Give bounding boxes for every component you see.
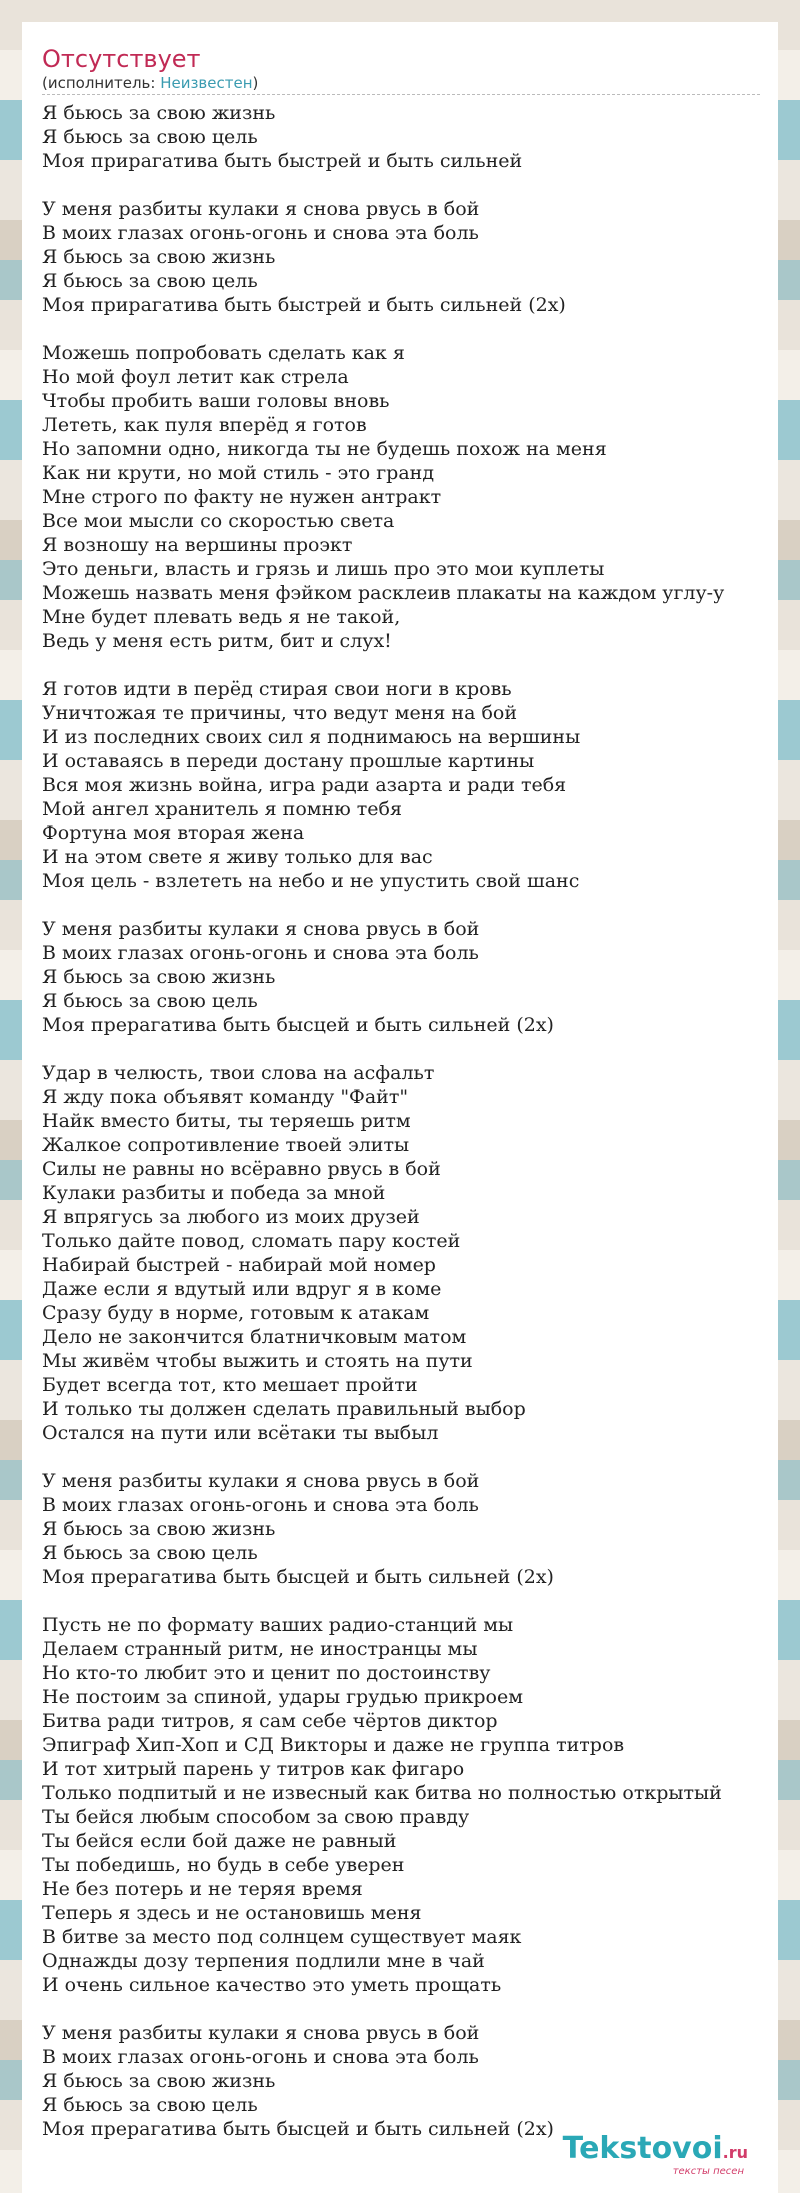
lyric-line: Мне будет плевать ведь я не такой,	[42, 606, 401, 628]
lyric-line: И на этом свете я живу только для вас	[42, 846, 433, 868]
stanza-break	[42, 1997, 760, 2021]
lyric-line: Я бьюсь за свою цель	[42, 270, 258, 292]
lyric-line: Только дайте повод, сломать пару костей	[42, 1230, 461, 1252]
lyric-line: Но мой фоул летит как стрела	[42, 366, 349, 388]
logo-name: Tekstovoi	[562, 2131, 723, 2166]
lyric-line: Это деньги, власть и грязь и лишь про это мои куплеты	[42, 558, 605, 580]
lyric-line: В моих глазах огонь-огонь и снова эта боль	[42, 2046, 479, 2068]
lyric-line: Можешь попробовать сделать как я	[42, 342, 405, 364]
lyric-line: Ты бейся любым способом за свою правду	[42, 1806, 470, 1828]
lyric-line: Я жду пока объявят команду "Файт"	[42, 1086, 409, 1108]
lyric-line: Не постоим за спиной, удары грудью прикроем	[42, 1686, 524, 1708]
lyric-line: Моя прерагатива быть бысцей и быть сильней (2x)	[42, 1566, 554, 1588]
lyric-line: Моя прерагатива быть бысцей и быть сильней (2x)	[42, 2118, 554, 2140]
song-title: Отсутствует	[42, 45, 201, 73]
lyric-line: Ведь у меня есть ритм, бит и слух!	[42, 630, 392, 652]
lyric-line: Остался на пути или всётаки ты выбыл	[42, 1422, 439, 1444]
lyrics-text	[42, 101, 760, 2141]
lyric-line: Ты бейся если бой даже не равный	[42, 1830, 397, 1852]
lyric-line: Пусть не по формату ваших радио-станций мы	[42, 1614, 514, 1636]
lyric-line: У меня разбиты кулаки я снова рвусь в бой	[42, 1470, 480, 1492]
lyric-line: Лететь, как пуля вперёд я готов	[42, 414, 367, 436]
stanza-break	[42, 317, 760, 341]
lyric-line: Но кто-то любит это и ценит по достоинству	[42, 1662, 491, 1684]
lyric-line: Уничтожая те причины, что ведут меня на бой	[42, 702, 517, 724]
lyric-line: Битва ради титров, я сам себе чёртов диктор	[42, 1710, 498, 1732]
lyric-line: Я бьюсь за свою жизнь	[42, 966, 276, 988]
lyric-line: Я бьюсь за свою цель	[42, 126, 258, 148]
artist-prefix: (исполнитель:	[42, 74, 161, 92]
lyric-line: Я бьюсь за свою жизнь	[42, 1518, 276, 1540]
lyric-line: Даже если я вдутый или вдруг я в коме	[42, 1278, 442, 1300]
lyric-line: Все мои мысли со скоростью света	[42, 510, 395, 532]
lyric-line: Только подпитый и не извесный как битва но полностью открытый	[42, 1782, 722, 1804]
lyric-line: В моих глазах огонь-огонь и снова эта боль	[42, 1494, 479, 1516]
lyric-line: Ты победишь, но будь в себе уверен	[42, 1854, 405, 1876]
lyric-line: В моих глазах огонь-огонь и снова эта боль	[42, 222, 479, 244]
artist-line	[42, 74, 760, 95]
stanza-break	[42, 173, 760, 197]
logo-tagline: тексты песен	[672, 2166, 744, 2177]
site-logo[interactable]	[562, 2131, 748, 2177]
stanza-break	[42, 1037, 760, 1061]
lyric-line: Кулаки разбиты и победа за мной	[42, 1182, 386, 1204]
lyric-line: Не без потерь и не теряя время	[42, 1878, 363, 1900]
lyric-line: И тот хитрый парень у титров как фигаро	[42, 1758, 465, 1780]
lyric-line: Набирай быстрей - набирай мой номер	[42, 1254, 436, 1276]
lyric-line: Я бьюсь за свою цель	[42, 990, 258, 1012]
stanza-break	[42, 893, 760, 917]
lyric-line: И из последних своих сил я поднимаюсь на вершины	[42, 726, 581, 748]
lyric-line: Мы живём чтобы выжить и стоять на пути	[42, 1350, 473, 1372]
lyric-line: Моя прирагатива быть быстрей и быть сильней	[42, 150, 523, 172]
stanza-break	[42, 653, 760, 677]
lyric-line: Я бьюсь за свою жизнь	[42, 102, 276, 124]
lyric-line: В битве за место под солнцем существует маяк	[42, 1926, 522, 1948]
lyric-line: Удар в челюсть, твои слова на асфальт	[42, 1062, 435, 1084]
lyric-line: Мой ангел хранитель я помню тебя	[42, 798, 402, 820]
artist-suffix: )	[252, 74, 259, 92]
lyric-line: Моя прерагатива быть бысцей и быть сильней (2x)	[42, 1014, 554, 1036]
lyric-line: Я возношу на вершины проэкт	[42, 534, 353, 556]
lyric-line: Жалкое сопротивление твоей элиты	[42, 1134, 410, 1156]
lyric-line: Силы не равны но всёравно рвусь в бой	[42, 1158, 441, 1180]
lyric-line: У меня разбиты кулаки я снова рвусь в бой	[42, 2022, 480, 2044]
lyric-line: Будет всегда тот, кто мешает пройти	[42, 1374, 418, 1396]
lyric-line: Фортуна моя вторая жена	[42, 822, 305, 844]
lyric-line: Чтобы пробить ваши головы вновь	[42, 390, 390, 412]
lyric-line: Сразу буду в норме, готовым к атакам	[42, 1302, 430, 1324]
lyric-line: Я бьюсь за свою жизнь	[42, 2070, 276, 2092]
lyric-line: Вся моя жизнь война, игра ради азарта и ради тебя	[42, 774, 567, 796]
lyric-line: У меня разбиты кулаки я снова рвусь в бой	[42, 198, 480, 220]
lyric-line: Однажды дозу терпения подлили мне в чай	[42, 1950, 485, 1972]
lyric-line: И оставаясь в переди достану прошлые картины	[42, 750, 535, 772]
lyric-line: Я бьюсь за свою цель	[42, 2094, 258, 2116]
lyrics-card	[22, 22, 778, 2193]
lyric-line: Делаем странный ритм, не иностранцы мы	[42, 1638, 478, 1660]
stanza-break	[42, 1589, 760, 1613]
lyric-line: Но запомни одно, никогда ты не будешь похож на меня	[42, 438, 607, 460]
lyric-line: Можешь назвать меня фэйком расклеив плакаты на каждом углу-у	[42, 582, 725, 604]
stanza-break	[42, 1445, 760, 1469]
lyric-line: Я бьюсь за свою цель	[42, 1542, 258, 1564]
lyric-line: У меня разбиты кулаки я снова рвусь в бой	[42, 918, 480, 940]
lyric-line: И очень сильное качество это уметь прощать	[42, 1974, 502, 1996]
lyric-line: Теперь я здесь и не остановишь меня	[42, 1902, 422, 1924]
lyric-line: Найк вместо биты, ты теряешь ритм	[42, 1110, 411, 1132]
lyric-line: В моих глазах огонь-огонь и снова эта боль	[42, 942, 479, 964]
lyric-line: Я бьюсь за свою жизнь	[42, 246, 276, 268]
lyric-line: Моя прирагатива быть быстрей и быть сильней (2x)	[42, 294, 566, 316]
lyric-line: Мне строго по факту не нужен антракт	[42, 486, 442, 508]
lyric-line: Дело не закончится блатничковым матом	[42, 1326, 467, 1348]
lyric-line: Как ни крути, но мой стиль - это гранд	[42, 462, 435, 484]
lyric-line: И только ты должен сделать правильный выбор	[42, 1398, 526, 1420]
lyric-line: Эпиграф Хип-Хоп и СД Викторы и даже не группа титров	[42, 1734, 625, 1756]
lyric-line: Я готов идти в перёд стирая свои ноги в кровь	[42, 678, 512, 700]
logo-tld: .ru	[722, 2143, 748, 2162]
artist-link[interactable]: Неизвестен	[160, 74, 253, 92]
lyric-line: Я впрягусь за любого из моих друзей	[42, 1206, 420, 1228]
lyric-line: Моя цель - взлететь на небо и не упустить свой шанс	[42, 870, 580, 892]
